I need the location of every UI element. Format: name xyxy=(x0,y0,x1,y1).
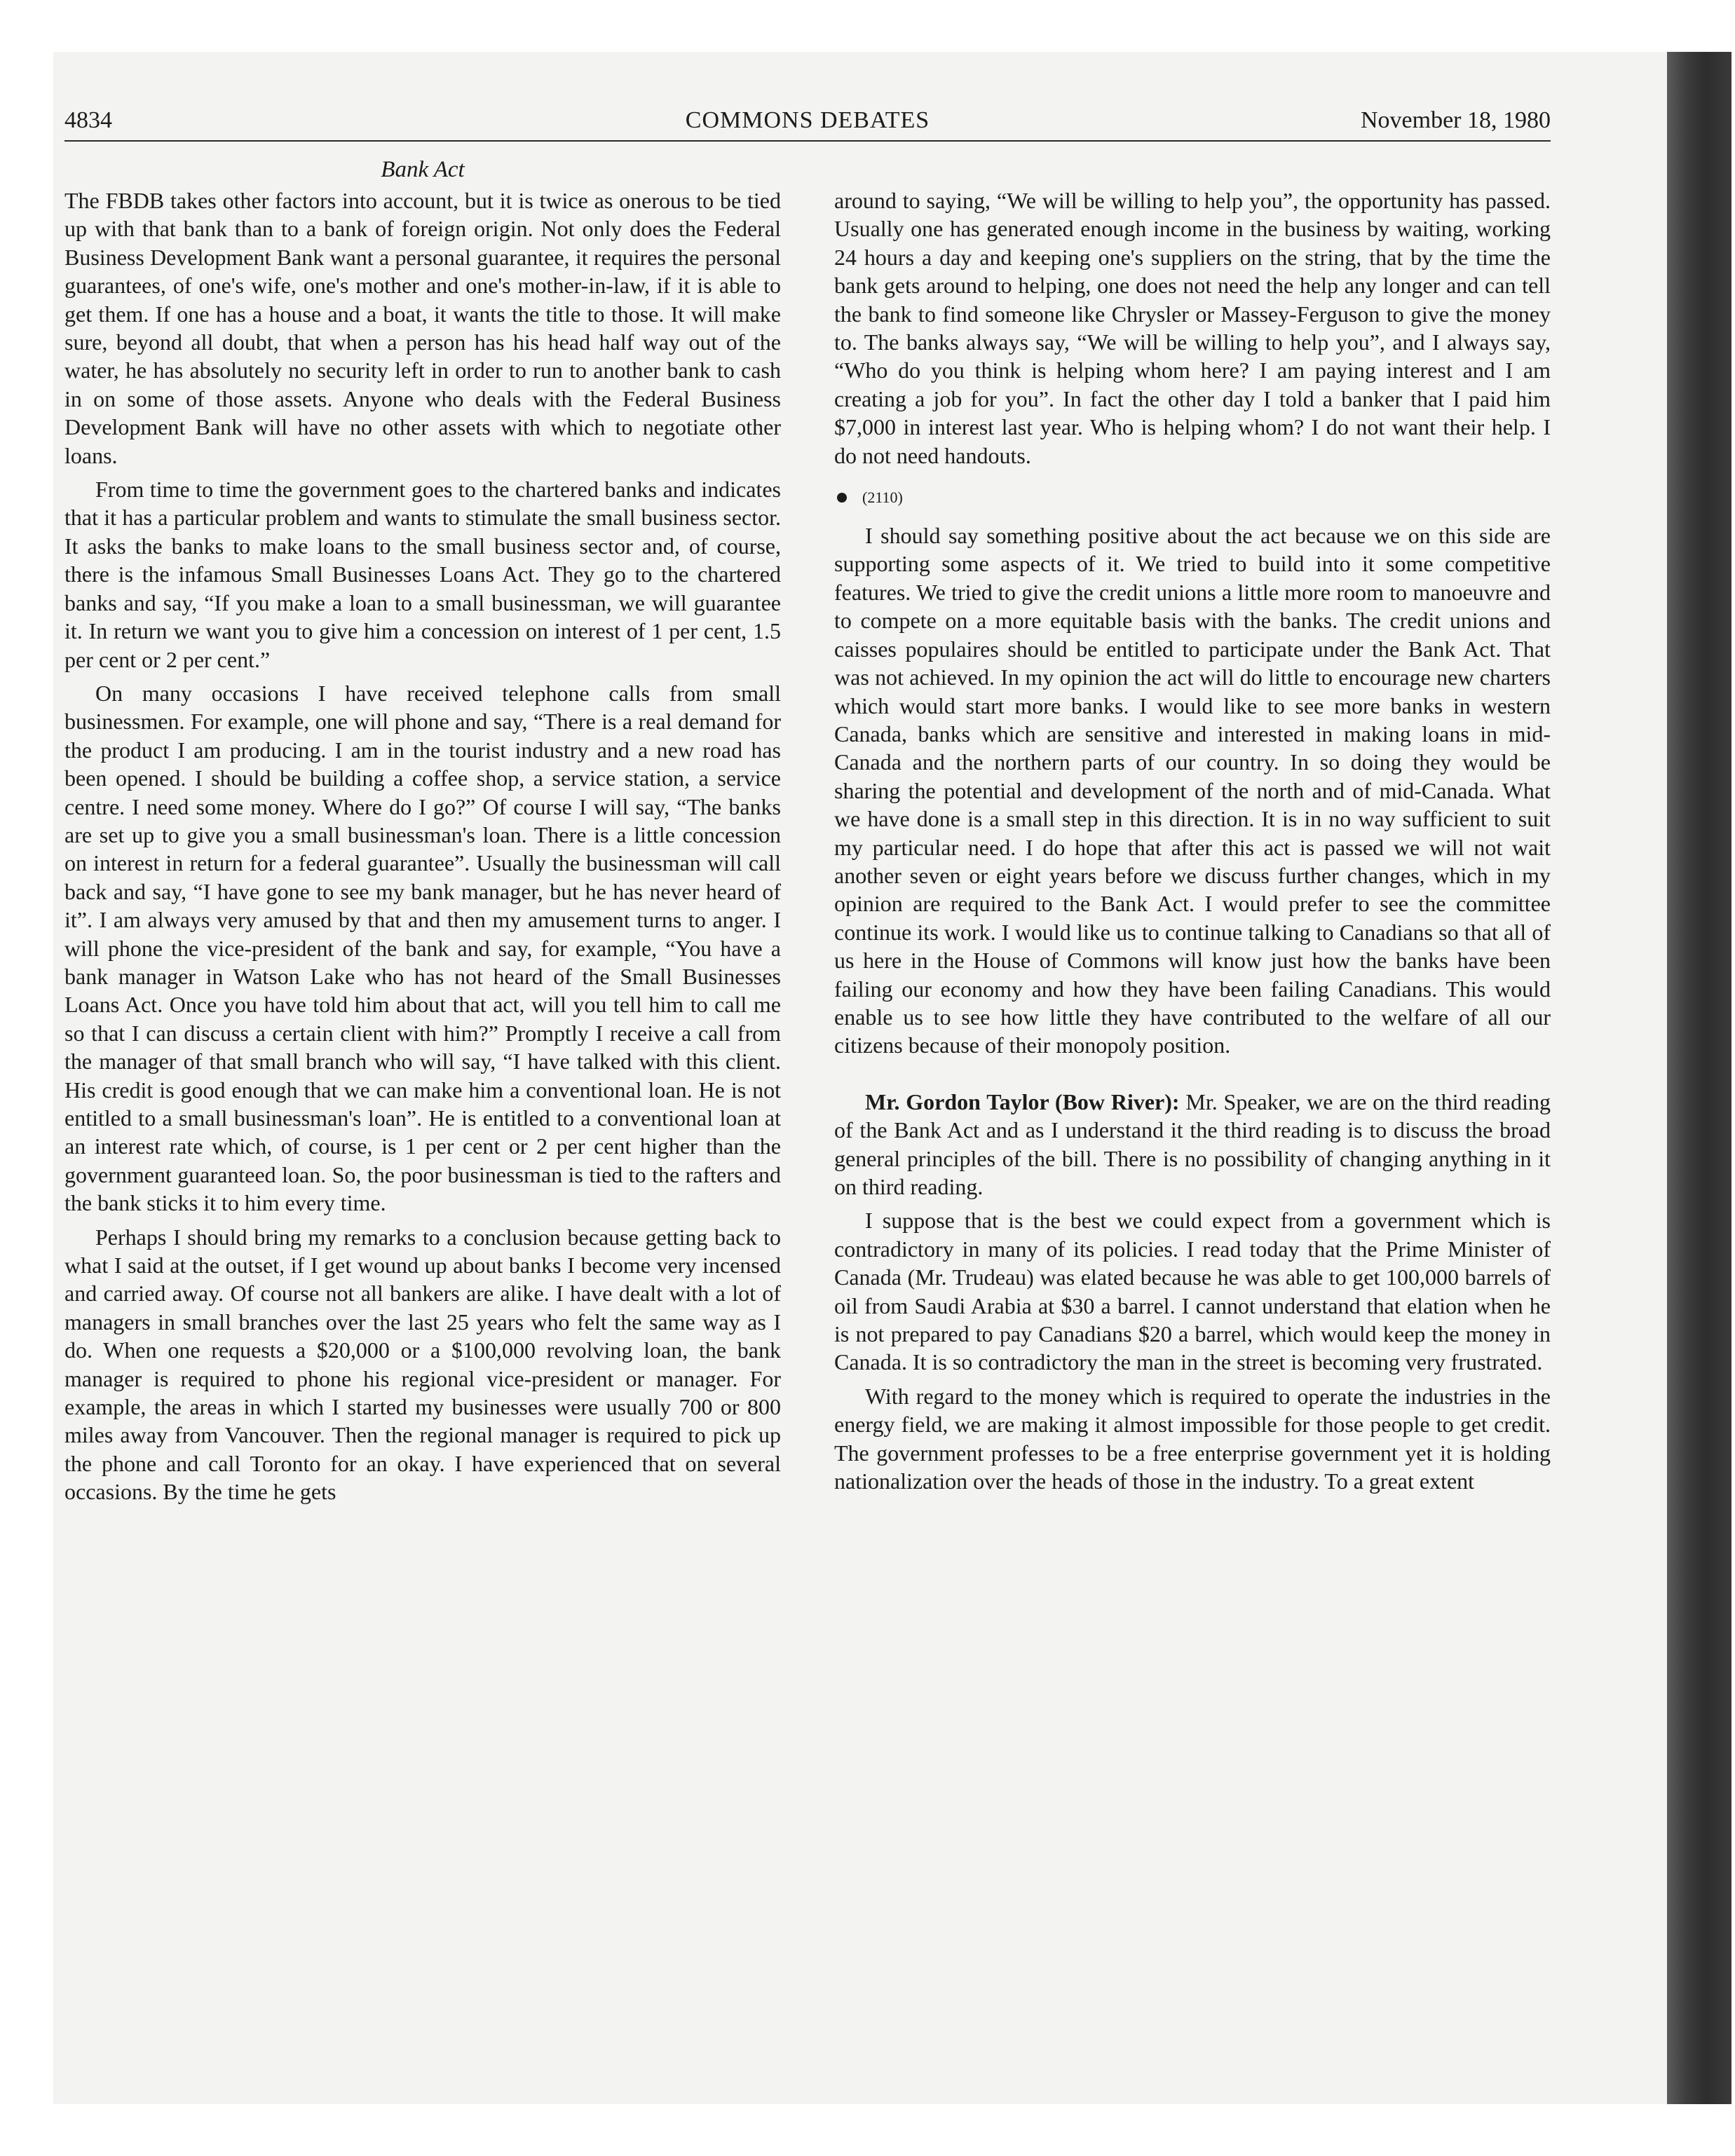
running-header xyxy=(64,102,1551,139)
scan-edge-shadow xyxy=(1667,52,1731,2104)
speaker-text: Mr. Speaker, we are on the third reading of the Bank Act and as I understand it the third reading is to discuss the broad general principles of the bill. There is no possibility of changing anything in it on third reading. xyxy=(834,1089,1551,1199)
paragraph: I suppose that is the best we could expect from a government which is contradictory in many of its policies. I read today that the Prime Minister of Canada (Mr. Trudeau) was elated because he was able to get 100,000 barrels of oil from Saudi Arabia at $30 a barrel. I cannot understand that elation when he is not prepared to pay Canadians $20 a barrel, which would keep the money in Canada. It is so contradictory the man in the street is becoming very frustrated. xyxy=(834,1208,1551,1375)
paragraph: With regard to the money which is required to operate the industries in the energy field, we are making it almost impossible for those people to get credit. The government professes to be a free enterprise government yet it is holding nationalization over the heads of those in the industry. To a great extent xyxy=(834,1383,1551,1494)
header-rule xyxy=(64,140,1551,142)
speaker-name: Mr. Gordon Taylor (Bow River): xyxy=(865,1089,1180,1114)
time-marker xyxy=(834,484,1551,512)
paragraph: The FBDB takes other factors into account, but it is twice as onerous to be tied up with that bank than to a bank of foreign origin. Not only does the Federal Business Development Bank want a personal guarantee, it requires the personal guarantees, of one's wife, one's mother and one's mother-in-law, if it is able to get them. If one has a house and a boat, it wants the title to those. It will make sure, beyond all doubt, that when a person has his head half way out of the water, he has absolutely no security left in order to run to another bank to cash in on some of those assets. Anyone who deals with the Federal Business Development Bank will have no other assets with which to negotiate other loans. xyxy=(64,188,781,468)
issue-date: November 18, 1980 xyxy=(1360,107,1551,133)
paragraph: Perhaps I should bring my remarks to a conclusion because getting back to what I said at the outset, if I get wound up about banks I become very incensed and carried away. Of course not all bankers are alike. I have dealt with a lot of managers in small branches over the last 25 years who felt the same way as I do. When one requests a $20,000 or a $100,000 revolving loan, the bank manager is required to phone his regional vice-president or manager. For example, the areas in which I started my businesses were usually 700 or 800 miles away from Vancouver. Then the regional manager is required to pick up the phone and call Toronto for an okay. I have experienced that on several occasions. By the time he gets xyxy=(64,1224,781,1505)
right-column xyxy=(834,186,1551,1918)
publication-title: COMMONS DEBATES xyxy=(685,107,930,133)
page-number: 4834 xyxy=(64,107,112,133)
time-marker-label: (2110) xyxy=(862,489,903,507)
paragraph: On many occasions I have received telephone calls from small businessmen. For example, one will phone and say, “There is a real demand for the product I am producing. I am in the tourist industry and a new road has been opened. I should be building a coffee shop, a service station, a service centre. I need some money. Where do I go?” Of course I will say, “The banks are set up to give you a small businessman's loan. There is a little concession on interest in return for a federal guarantee”. Usually the businessman will call back and say, “I have gone to see my bank manager, but he has never heard of it”. I am always very amused by that and then my amusement turns to anger. I will phone the vice-president of the bank and say, for example, “You have a bank manager in Watson Lake who has not heard of the Small Businesses Loans Act. Once you have told him about that act, will you tell him to call me so that I can discuss a certain client with him?” Promptly I receive a call from the manager of that small branch who will say, “I have talked with this client. His credit is good enough that we can make him a conventional loan. He is not entitled to a small businessman's loan”. He is entitled to a conventional loan at an interest rate which, of course, is 1 per cent or 2 per cent higher than the government guaranteed loan. So, the poor businessman is tied to the rafters and the bank sticks it to him every time. xyxy=(64,680,781,1216)
left-column xyxy=(64,186,781,1918)
speaker-paragraph xyxy=(834,1088,1551,1201)
bullet-dot-icon xyxy=(837,493,847,503)
section-title: Bank Act xyxy=(381,157,465,182)
paragraph-continuation: around to saying, “We will be willing to help you”, the opportunity has passed. Usually one has generated enough income in the business by waiting, working 24 hours a day and keeping one's suppliers on the string, that by the time the bank gets around to helping, one does not need the help any longer and can tell the bank to find someone like Chrysler or Massey-Ferguson to give the money to. The banks always say, “We will be willing to help you”, and I always say, “Who do you think is helping whom here? I am paying interest and I am creating a job for you”. In fact the other day I told a banker that I paid him $7,000 in interest last year. Who is helping whom? I do not want their help. I do not need handouts. xyxy=(834,188,1551,468)
paragraph: From time to time the government goes to the chartered banks and indicates that it has a particular problem and wants to stimulate the small business sector. It asks the banks to make loans to the small business sector and, of course, there is the infamous Small Businesses Loans Act. They go to the chartered banks and say, “If you make a loan to a small businessman, we will guarantee it. In return we want you to give him a concession on interest of 1 per cent, 1.5 per cent or 2 per cent.” xyxy=(64,477,781,672)
paragraph: I should say something positive about the act because we on this side are supporting some aspects of it. We tried to build into it some competitive features. We tried to give the credit unions a little more room to manoeuvre and to compete on a more equitable basis with the banks. The credit unions and caisses populaires should be entitled to participate under the Bank Act. That was not achieved. In my opinion the act will do little to encourage new charters which would start more banks. I would like to see more banks in western Canada, banks which are sensitive and interested in making loans in mid-Canada and the northern parts of our country. In so doing they would be sharing the potential and development of the north and of mid-Canada. What we have done is a small step in this direction. It is in no way sufficient to suit my particular need. I do hope that after this act is passed we will not wait another seven or eight years before we discuss further changes, which in my opinion are required to the Bank Act. I would prefer to see the committee continue its work. I would like us to continue talking to Canadians so that all of us here in the House of Commons will know just how the banks have been failing our economy and how they have been failing Canadians. This would enable us to see how little they have contributed to the welfare of all our citizens because of their monopoly position. xyxy=(834,523,1551,1058)
